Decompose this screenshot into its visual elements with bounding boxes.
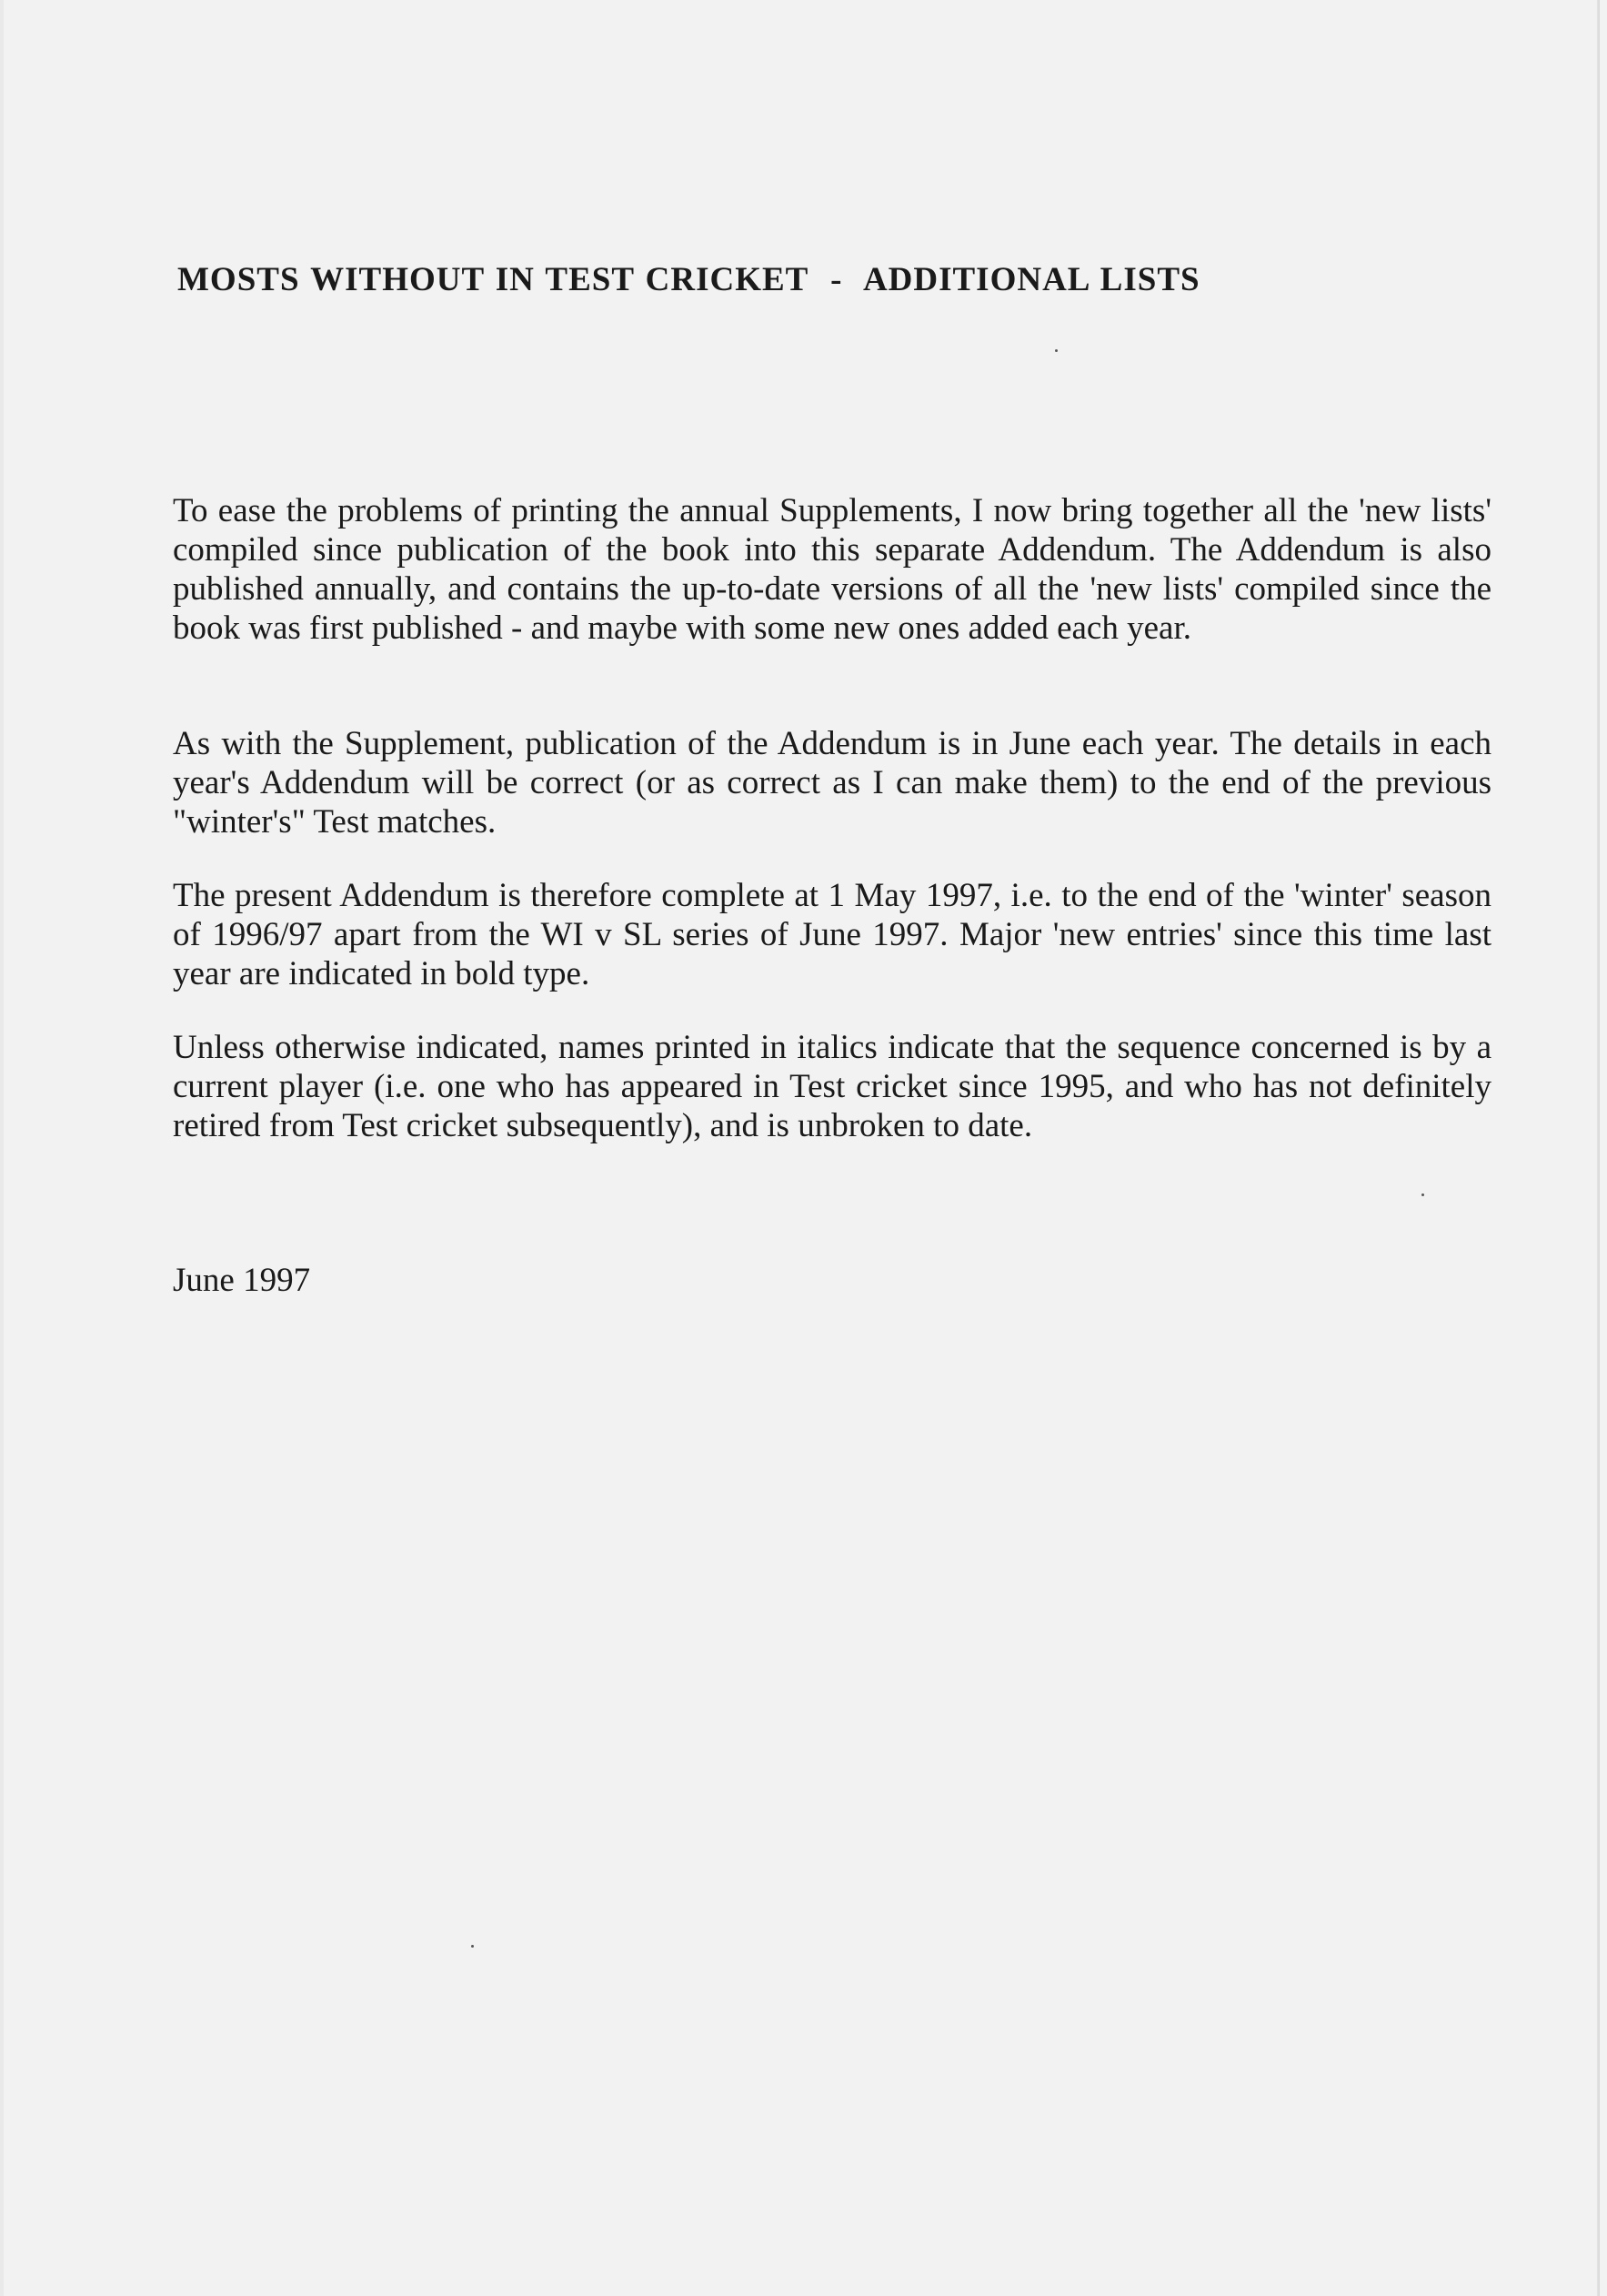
page-edge-left xyxy=(0,0,4,2296)
document-date: June 1997 xyxy=(173,1262,311,1299)
paragraph-italics-note: Unless otherwise indicated, names printed in italics indicate that the sequence concerned is by a current player (i.e. one who has appeared in Test cricket since 1995, and who has not definitely retired from Test cricket subsequently), and is unbroken to date. xyxy=(173,1029,1491,1144)
scan-speck xyxy=(1055,349,1058,352)
page-title: MOSTS WITHOUT IN TEST CRICKET - ADDITIONAL LISTS xyxy=(177,261,1200,298)
page-edge-right xyxy=(1597,0,1600,2296)
paragraph-intro: To ease the problems of printing the annual Supplements, I now bring together all the 'new lists' compiled since publication of the book into this separate Addendum. The Addendum is also published annually, and contains the up-to-date versions of all the 'new lists' compiled since the book was first published - and maybe with some new ones added each year. xyxy=(173,492,1491,647)
scan-speck xyxy=(1421,1193,1424,1196)
paragraph-publication: As with the Supplement, publication of the Addendum is in June each year. The details in each year's Addendum will be correct (or as correct as I can make them) to the end of the previous "winter's" Test matches. xyxy=(173,725,1491,841)
scan-speck xyxy=(471,1945,474,1948)
paragraph-completeness: The present Addendum is therefore complete at 1 May 1997, i.e. to the end of the 'winter' season of 1996/97 apart from the WI v SL series of June 1997. Major 'new entries' since this time last year are indicated in bold type. xyxy=(173,877,1491,992)
